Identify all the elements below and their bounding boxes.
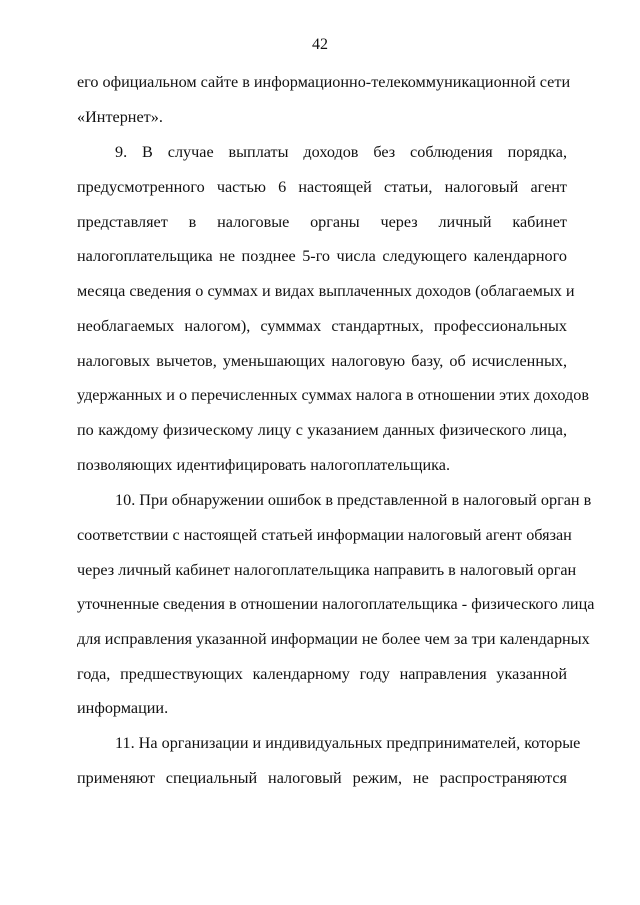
text-line: 9. В случае выплаты доходов без соблюдения порядка,: [115, 143, 567, 161]
text-line: информации.: [77, 699, 169, 717]
text-line: удержанных и о перечисленных суммах налога в отношении этих доходов: [77, 386, 589, 404]
text-line: соответствии с настоящей статьей информации налоговый агент обязан: [77, 526, 572, 544]
text-line: через личный кабинет налогоплательщика направить в налоговый орган: [77, 561, 577, 579]
text-line: применяют специальный налоговый режим, не распространяются: [77, 769, 567, 787]
text-line: налоговых вычетов, уменьшающих налоговую базу, об исчисленных,: [77, 352, 567, 370]
text-line: позволяющих идентифицировать налогоплательщика.: [77, 456, 450, 474]
text-line: предусмотренного частью 6 настоящей статьи, налоговый агент: [77, 178, 567, 196]
text-line: налогоплательщика не позднее 5-го числа следующего календарного: [77, 247, 567, 265]
text-line: месяца сведения о суммах и видах выплаченных доходов (облагаемых и: [77, 282, 575, 300]
text-line: «Интернет».: [77, 108, 163, 126]
page-number: 42: [312, 36, 328, 53]
text-line: уточненные сведения в отношении налогоплательщика - физического лица: [77, 595, 595, 613]
text-line: года, предшествующих календарному году направления указанной: [77, 665, 567, 683]
text-line: необлагаемых налогом), сумммах стандартных, профессиональных: [77, 317, 567, 335]
text-line: 11. На организации и индивидуальных предпринимателей, которые: [115, 734, 581, 752]
text-line: для исправления указанной информации не более чем за три календарных: [77, 630, 590, 648]
text-line: по каждому физическому лицу с указанием данных физического лица,: [77, 421, 567, 439]
text-line: его официальном сайте в информационно-телекоммуникационной сети: [77, 73, 571, 91]
text-line: представляет в налоговые органы через личный кабинет: [77, 213, 567, 231]
text-line: 10. При обнаружении ошибок в представленной в налоговый орган в: [115, 491, 592, 509]
